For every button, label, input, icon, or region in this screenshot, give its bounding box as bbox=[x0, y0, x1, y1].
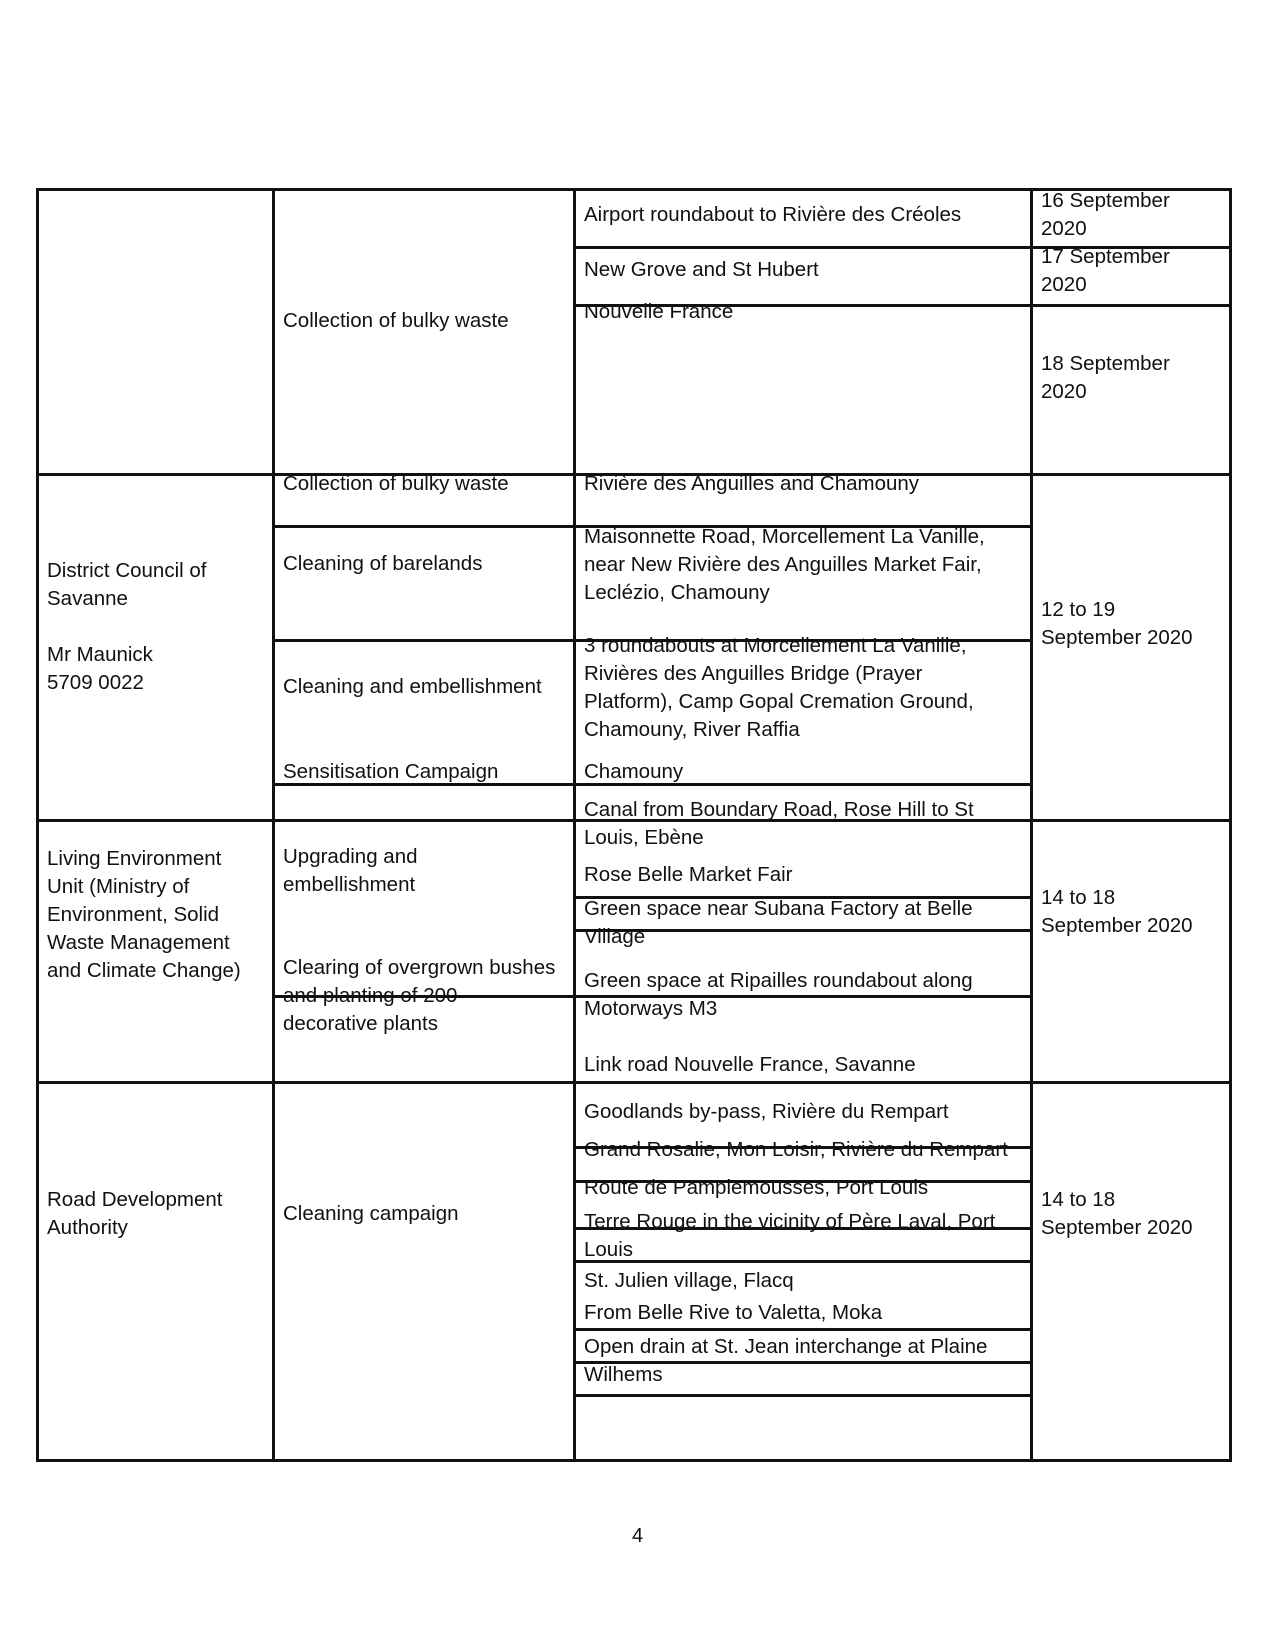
cell-divider bbox=[573, 1394, 1033, 1397]
location-cell: Canal from Boundary Road, Rose Hill to St Louis, Ebène bbox=[584, 798, 974, 849]
location-cell: St. Julien village, Flacq bbox=[584, 1269, 794, 1292]
location-cell: Green space at Ripailles roundabout along Motorways M3 bbox=[584, 969, 973, 1020]
location-cell: Chamouny bbox=[584, 760, 684, 783]
date-cell: 18 September 2020 bbox=[1041, 352, 1170, 403]
table-border-right bbox=[1229, 188, 1232, 1462]
date-cell: 12 to 19 September 2020 bbox=[1041, 598, 1193, 649]
activity-cell: Upgrading and embellishment bbox=[283, 845, 418, 896]
location-cell: Nouvelle France bbox=[584, 300, 734, 323]
activity-table bbox=[36, 188, 1232, 1462]
location-cell: Rose Belle Market Fair bbox=[584, 863, 793, 886]
table-border-bottom bbox=[36, 1459, 1232, 1462]
column-divider bbox=[573, 188, 576, 1462]
activity-cell: Cleaning of barelands bbox=[283, 552, 483, 575]
location-cell: Grand Rosalie, Mon Loisir, Rivière du Rempart bbox=[584, 1138, 1008, 1161]
location-cell: Link road Nouvelle France, Savanne bbox=[584, 1053, 916, 1076]
date-cell: 14 to 18 September 2020 bbox=[1041, 1188, 1193, 1239]
location-cell: From Belle Rive to Valetta, Moka bbox=[584, 1301, 883, 1324]
location-cell: Route de Pamplemousses, Port Louis bbox=[584, 1176, 929, 1199]
location-cell: Terre Rouge in the vicinity of Père Laval, Port Louis bbox=[584, 1210, 996, 1261]
row-divider bbox=[36, 1081, 1232, 1084]
activity-cell: Collection of bulky waste bbox=[283, 309, 509, 332]
location-cell: New Grove and St Hubert bbox=[584, 258, 819, 281]
activity-cell: Cleaning campaign bbox=[283, 1202, 459, 1225]
activity-cell: Clearing of overgrown bushes and planting of 200 decorative plants bbox=[283, 956, 556, 1035]
page-number: 4 bbox=[631, 1525, 644, 1547]
location-cell: Maisonnette Road, Morcellement La Vanille, near New Rivière des Anguilles Market Fair, Leclézio, Chamouny bbox=[584, 525, 985, 604]
organisation-cell: Road Development Authority bbox=[47, 1188, 223, 1239]
activity-cell: Cleaning and embellishment bbox=[283, 675, 542, 698]
location-cell: Open drain at St. Jean interchange at Plaine Wilhems bbox=[584, 1335, 988, 1386]
date-cell: 14 to 18 September 2020 bbox=[1041, 886, 1193, 937]
activity-cell: Collection of bulky waste bbox=[283, 472, 509, 495]
location-cell: Rivière des Anguilles and Chamouny bbox=[584, 472, 920, 495]
organisation-cell: District Council of Savanne Mr Maunick 5709 0022 bbox=[47, 559, 207, 694]
column-divider bbox=[272, 188, 275, 1462]
cell-divider bbox=[573, 1328, 1033, 1331]
location-cell: 3 roundabouts at Morcellement La Vanille, Rivières des Anguilles Bridge (Prayer Platform), Camp Gopal Cremation Ground, Chamouny, River Raffia bbox=[584, 634, 974, 741]
column-divider bbox=[1030, 188, 1033, 1462]
date-cell: 16 September 2020 bbox=[1041, 189, 1170, 240]
location-cell: Goodlands by-pass, Rivière du Rempart bbox=[584, 1100, 949, 1123]
location-cell: Green space near Subana Factory at Belle Village bbox=[584, 897, 973, 948]
table-border-left bbox=[36, 188, 39, 1462]
activity-cell: Sensitisation Campaign bbox=[283, 760, 499, 783]
organisation-cell: Living Environment Unit (Ministry of Environment, Solid Waste Management and Climate Change) bbox=[47, 847, 241, 982]
location-cell: Airport roundabout to Rivière des Créoles bbox=[584, 203, 962, 226]
date-cell: 17 September 2020 bbox=[1041, 245, 1170, 296]
